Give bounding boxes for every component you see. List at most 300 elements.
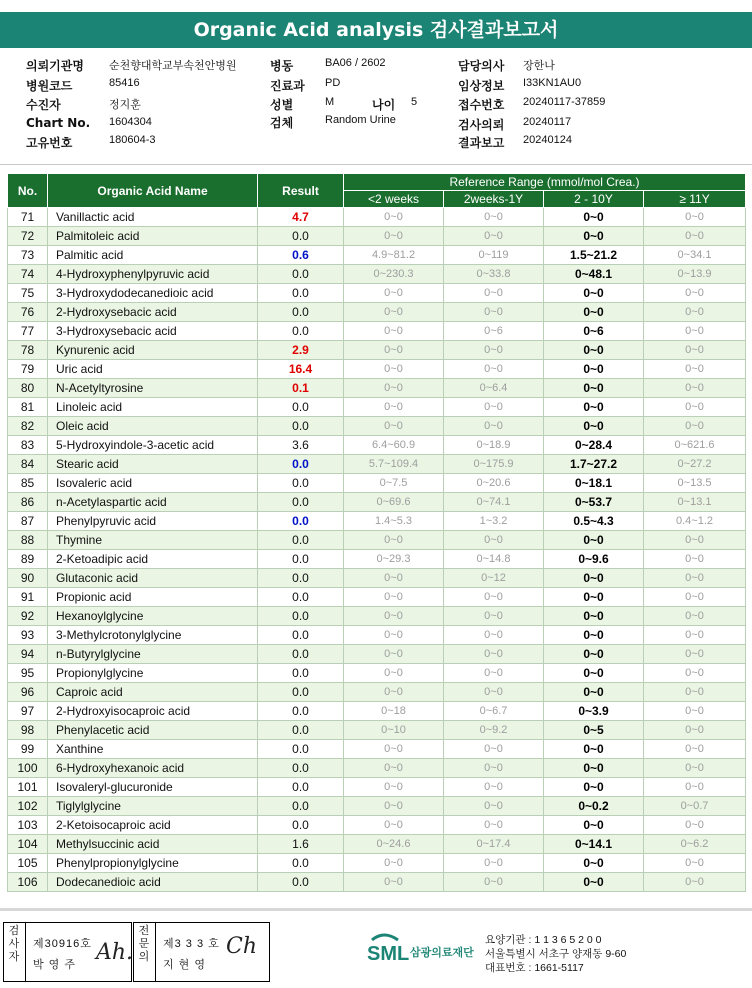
row-range-lt2w: 0~0 <box>344 797 444 816</box>
row-range-2w1y: 0~0 <box>444 645 544 664</box>
row-range-lt2w: 0~0 <box>344 227 444 246</box>
row-range-ge11y: 0~0 <box>644 208 746 227</box>
table-row <box>8 816 746 835</box>
table-row <box>8 398 746 417</box>
table-row <box>8 588 746 607</box>
header-result: Result <box>258 174 344 208</box>
row-range-2-10y: 0~0 <box>544 417 644 436</box>
row-range-2-10y: 0~0 <box>544 227 644 246</box>
row-range-ge11y: 0~0 <box>644 854 746 873</box>
row-no: 101 <box>8 778 48 797</box>
table-row <box>8 854 746 873</box>
label-ward: 병동 <box>270 59 294 73</box>
row-range-ge11y: 0~0 <box>644 588 746 607</box>
label-request-date: 검사의뢰 <box>458 118 505 132</box>
row-range-lt2w: 0~69.6 <box>344 493 444 512</box>
row-range-2w1y: 0~20.6 <box>444 474 544 493</box>
row-range-2-10y: 0~3.9 <box>544 702 644 721</box>
row-acid-name: Propionylglycine <box>48 664 258 683</box>
row-result: 0.0 <box>258 854 344 873</box>
signer1-license: 제30916호 <box>33 938 92 950</box>
results-table <box>7 173 746 892</box>
row-range-2-10y: 0~14.1 <box>544 835 644 854</box>
row-range-lt2w: 0~0 <box>344 341 444 360</box>
row-range-lt2w: 0~10 <box>344 721 444 740</box>
row-range-2-10y: 0.5~4.3 <box>544 512 644 531</box>
value-request-date: 20240117 <box>523 116 572 128</box>
table-row <box>8 341 746 360</box>
row-range-2w1y: 0~0 <box>444 664 544 683</box>
value-hospital-code: 85416 <box>109 77 140 89</box>
row-range-2w1y: 0~0 <box>444 778 544 797</box>
table-row <box>8 360 746 379</box>
info-divider <box>0 164 752 165</box>
table-row <box>8 645 746 664</box>
row-acid-name: Stearic acid <box>48 455 258 474</box>
svg-text:SML: SML <box>367 943 410 965</box>
row-range-2w1y: 0~12 <box>444 569 544 588</box>
row-result: 0.0 <box>258 607 344 626</box>
header-range-2-10y: 2 - 10Y <box>544 191 644 208</box>
row-result: 0.0 <box>258 740 344 759</box>
signer2-license: 제3 3 3 호 <box>163 938 220 950</box>
row-range-ge11y: 0~0 <box>644 778 746 797</box>
value-age: 5 <box>411 96 418 108</box>
row-range-2w1y: 0~0 <box>444 626 544 645</box>
row-range-ge11y: 0~0 <box>644 284 746 303</box>
row-acid-name: n-Butyrylglycine <box>48 645 258 664</box>
row-no: 89 <box>8 550 48 569</box>
table-row <box>8 512 746 531</box>
row-range-2w1y: 0~0 <box>444 607 544 626</box>
row-range-2-10y: 0~53.7 <box>544 493 644 512</box>
row-range-lt2w: 0~0 <box>344 778 444 797</box>
table-row <box>8 683 746 702</box>
row-no: 88 <box>8 531 48 550</box>
table-row <box>8 455 746 474</box>
row-result: 0.0 <box>258 474 344 493</box>
row-range-2-10y: 0~0 <box>544 873 644 892</box>
table-row <box>8 550 746 569</box>
row-range-2w1y: 0~0 <box>444 759 544 778</box>
row-range-2-10y: 0~0 <box>544 759 644 778</box>
row-no: 74 <box>8 265 48 284</box>
row-no: 84 <box>8 455 48 474</box>
table-row <box>8 721 746 740</box>
row-range-ge11y: 0~0 <box>644 759 746 778</box>
row-range-lt2w: 0~0 <box>344 379 444 398</box>
row-result: 1.6 <box>258 835 344 854</box>
phone: 대표번호 : 1661-5117 <box>485 962 584 974</box>
row-range-2-10y: 0~0 <box>544 341 644 360</box>
row-range-ge11y: 0~0 <box>644 816 746 835</box>
row-range-2w1y: 0~0 <box>444 683 544 702</box>
row-range-2-10y: 1.5~21.2 <box>544 246 644 265</box>
row-range-ge11y: 0~0 <box>644 721 746 740</box>
row-result: 0.0 <box>258 759 344 778</box>
table-row <box>8 664 746 683</box>
table-row <box>8 246 746 265</box>
row-acid-name: n-Acetylaspartic acid <box>48 493 258 512</box>
row-range-ge11y: 0~621.6 <box>644 436 746 455</box>
row-range-2w1y: 0~0 <box>444 588 544 607</box>
row-no: 100 <box>8 759 48 778</box>
row-range-2w1y: 0~0 <box>444 740 544 759</box>
row-range-ge11y: 0~0 <box>644 873 746 892</box>
row-range-2-10y: 0~0 <box>544 398 644 417</box>
row-range-ge11y: 0~0 <box>644 417 746 436</box>
row-range-lt2w: 0~0 <box>344 664 444 683</box>
row-range-2w1y: 0~14.8 <box>444 550 544 569</box>
table-row <box>8 474 746 493</box>
value-ward: BA06 / 2602 <box>325 57 386 69</box>
header-name: Organic Acid Name <box>48 174 258 208</box>
row-range-2-10y: 0~0 <box>544 208 644 227</box>
row-acid-name: 2-Hydroxyisocaproic acid <box>48 702 258 721</box>
row-range-2w1y: 0~6.4 <box>444 379 544 398</box>
row-no: 85 <box>8 474 48 493</box>
row-range-2-10y: 0~0 <box>544 816 644 835</box>
table-row <box>8 284 746 303</box>
row-result: 0.0 <box>258 227 344 246</box>
table-row <box>8 322 746 341</box>
row-no: 77 <box>8 322 48 341</box>
row-range-2-10y: 0~0 <box>544 569 644 588</box>
row-acid-name: 3-Hydroxysebacic acid <box>48 322 258 341</box>
row-result: 0.1 <box>258 379 344 398</box>
label-referring-org: 의뢰기관명 <box>26 59 84 73</box>
row-result: 0.0 <box>258 493 344 512</box>
row-range-2-10y: 0~28.4 <box>544 436 644 455</box>
row-range-2-10y: 0~0 <box>544 588 644 607</box>
table-row <box>8 607 746 626</box>
row-range-ge11y: 0~34.1 <box>644 246 746 265</box>
row-range-2-10y: 0~6 <box>544 322 644 341</box>
row-range-lt2w: 0~0 <box>344 607 444 626</box>
row-acid-name: Propionic acid <box>48 588 258 607</box>
row-result: 0.0 <box>258 721 344 740</box>
row-range-ge11y: 0~0 <box>644 341 746 360</box>
row-result: 0.0 <box>258 322 344 341</box>
row-acid-name: Linoleic acid <box>48 398 258 417</box>
table-row <box>8 626 746 645</box>
row-result: 16.4 <box>258 360 344 379</box>
row-acid-name: 2-Hydroxysebacic acid <box>48 303 258 322</box>
row-range-lt2w: 0~0 <box>344 284 444 303</box>
label-report-date: 결과보고 <box>458 136 505 150</box>
row-range-2w1y: 0~0 <box>444 873 544 892</box>
row-range-lt2w: 0~0 <box>344 816 444 835</box>
row-range-2w1y: 0~17.4 <box>444 835 544 854</box>
row-acid-name: 2-Ketoadipic acid <box>48 550 258 569</box>
row-range-2w1y: 0~18.9 <box>444 436 544 455</box>
row-range-lt2w: 0~7.5 <box>344 474 444 493</box>
row-range-ge11y: 0~0 <box>644 702 746 721</box>
row-acid-name: Tiglylglycine <box>48 797 258 816</box>
row-acid-name: Isovaleric acid <box>48 474 258 493</box>
row-range-ge11y: 0~13.5 <box>644 474 746 493</box>
row-acid-name: Phenylpropionylglycine <box>48 854 258 873</box>
row-range-ge11y: 0~0 <box>644 360 746 379</box>
row-acid-name: 4-Hydroxyphenylpyruvic acid <box>48 265 258 284</box>
header-range-2w1y: 2weeks-1Y <box>444 191 544 208</box>
row-result: 3.6 <box>258 436 344 455</box>
row-range-lt2w: 0~0 <box>344 626 444 645</box>
row-range-2w1y: 0~0 <box>444 303 544 322</box>
row-range-lt2w: 0~24.6 <box>344 835 444 854</box>
row-range-2w1y: 0~0 <box>444 208 544 227</box>
row-result: 0.0 <box>258 303 344 322</box>
row-no: 99 <box>8 740 48 759</box>
row-result: 0.0 <box>258 455 344 474</box>
table-row <box>8 740 746 759</box>
row-range-2w1y: 0~0 <box>444 341 544 360</box>
row-no: 91 <box>8 588 48 607</box>
row-range-2-10y: 1.7~27.2 <box>544 455 644 474</box>
row-result: 0.0 <box>258 664 344 683</box>
row-acid-name: 6-Hydroxyhexanoic acid <box>48 759 258 778</box>
row-range-2-10y: 0~9.6 <box>544 550 644 569</box>
row-result: 0.0 <box>258 398 344 417</box>
row-no: 95 <box>8 664 48 683</box>
row-range-2w1y: 0~0 <box>444 854 544 873</box>
footer-divider <box>0 908 752 911</box>
row-range-lt2w: 0~0 <box>344 417 444 436</box>
row-range-lt2w: 0~29.3 <box>344 550 444 569</box>
row-no: 81 <box>8 398 48 417</box>
row-range-lt2w: 0~0 <box>344 208 444 227</box>
table-row <box>8 493 746 512</box>
row-no: 104 <box>8 835 48 854</box>
table-row <box>8 265 746 284</box>
row-range-lt2w: 0~0 <box>344 322 444 341</box>
row-acid-name: Hexanoylglycine <box>48 607 258 626</box>
row-result: 0.0 <box>258 816 344 835</box>
row-range-lt2w: 0~0 <box>344 854 444 873</box>
row-result: 0.0 <box>258 873 344 892</box>
row-result: 0.0 <box>258 265 344 284</box>
row-range-lt2w: 0~0 <box>344 740 444 759</box>
signer1-signature: Ah. <box>96 940 134 965</box>
row-range-lt2w: 1.4~5.3 <box>344 512 444 531</box>
address: 서울특별시 서초구 양재동 9-60 <box>485 948 627 960</box>
row-range-lt2w: 0~0 <box>344 588 444 607</box>
row-range-2-10y: 0~0 <box>544 683 644 702</box>
row-range-2w1y: 0~119 <box>444 246 544 265</box>
row-range-2-10y: 0~0 <box>544 626 644 645</box>
row-range-2-10y: 0~0 <box>544 778 644 797</box>
label-department: 진료과 <box>270 79 305 93</box>
row-range-2w1y: 0~175.9 <box>444 455 544 474</box>
value-receipt-no: 20240117-37859 <box>523 96 606 108</box>
row-no: 78 <box>8 341 48 360</box>
label-clinical-info: 임상정보 <box>458 79 505 93</box>
row-no: 90 <box>8 569 48 588</box>
value-specimen: Random Urine <box>325 114 396 126</box>
row-range-2w1y: 0~74.1 <box>444 493 544 512</box>
table-row <box>8 873 746 892</box>
row-range-2-10y: 0~0 <box>544 607 644 626</box>
table-row <box>8 227 746 246</box>
signer1-name: 박 영 주 <box>33 959 76 971</box>
value-unique-no: 180604-3 <box>109 134 156 146</box>
row-range-ge11y: 0~6.2 <box>644 835 746 854</box>
row-range-2w1y: 0~0 <box>444 531 544 550</box>
report-title: Organic Acid analysis 검사결과보고서 <box>0 12 752 48</box>
row-result: 0.0 <box>258 645 344 664</box>
row-range-ge11y: 0.4~1.2 <box>644 512 746 531</box>
table-row <box>8 778 746 797</box>
row-acid-name: 3-Hydroxydodecanedioic acid <box>48 284 258 303</box>
row-no: 103 <box>8 816 48 835</box>
row-no: 82 <box>8 417 48 436</box>
row-acid-name: N-Acetyltyrosine <box>48 379 258 398</box>
row-range-2w1y: 0~6 <box>444 322 544 341</box>
table-row <box>8 531 746 550</box>
row-acid-name: Caproic acid <box>48 683 258 702</box>
row-range-lt2w: 0~0 <box>344 759 444 778</box>
row-range-lt2w: 0~0 <box>344 683 444 702</box>
svg-text:삼광의료재단: 삼광의료재단 <box>410 946 474 959</box>
row-no: 83 <box>8 436 48 455</box>
row-range-ge11y: 0~0 <box>644 322 746 341</box>
row-no: 76 <box>8 303 48 322</box>
signer2-divider <box>155 923 156 981</box>
value-chart-no: 1604304 <box>109 116 152 128</box>
row-range-2w1y: 0~0 <box>444 398 544 417</box>
row-no: 96 <box>8 683 48 702</box>
sml-logo <box>366 932 478 970</box>
row-range-2w1y: 0~0 <box>444 797 544 816</box>
value-referring-org: 순천향대학교부속천안병원 <box>109 60 237 72</box>
row-range-2w1y: 0~0 <box>444 227 544 246</box>
row-range-2w1y: 0~33.8 <box>444 265 544 284</box>
row-result: 0.0 <box>258 569 344 588</box>
row-range-2-10y: 0~0 <box>544 645 644 664</box>
row-result: 0.0 <box>258 683 344 702</box>
row-result: 0.0 <box>258 512 344 531</box>
row-result: 0.0 <box>258 702 344 721</box>
row-range-lt2w: 0~0 <box>344 360 444 379</box>
row-range-ge11y: 0~0 <box>644 683 746 702</box>
header-no: No. <box>8 174 48 208</box>
row-acid-name: Phenylacetic acid <box>48 721 258 740</box>
row-result: 0.0 <box>258 550 344 569</box>
table-row <box>8 797 746 816</box>
row-range-2-10y: 0~0 <box>544 303 644 322</box>
row-range-ge11y: 0~0 <box>644 398 746 417</box>
table-row <box>8 417 746 436</box>
row-no: 72 <box>8 227 48 246</box>
row-no: 98 <box>8 721 48 740</box>
signer2-signature: Ch <box>226 934 258 959</box>
row-no: 94 <box>8 645 48 664</box>
row-no: 87 <box>8 512 48 531</box>
label-sex: 성별 <box>270 98 294 112</box>
row-acid-name: Xanthine <box>48 740 258 759</box>
row-result: 0.0 <box>258 797 344 816</box>
row-range-2-10y: 0~0 <box>544 854 644 873</box>
row-range-2-10y: 0~0 <box>544 360 644 379</box>
signer2-name: 지 현 영 <box>163 959 206 971</box>
table-row <box>8 379 746 398</box>
header-range-lt2w: <2 weeks <box>344 191 444 208</box>
label-age: 나이 <box>372 98 396 112</box>
label-doctor: 담당의사 <box>458 59 505 73</box>
row-range-ge11y: 0~13.1 <box>644 493 746 512</box>
row-range-2w1y: 0~0 <box>444 360 544 379</box>
row-range-lt2w: 4.9~81.2 <box>344 246 444 265</box>
row-range-2-10y: 0~48.1 <box>544 265 644 284</box>
row-range-2-10y: 0~0.2 <box>544 797 644 816</box>
signer1-divider <box>25 923 26 981</box>
row-no: 93 <box>8 626 48 645</box>
row-range-ge11y: 0~0.7 <box>644 797 746 816</box>
row-result: 0.0 <box>258 626 344 645</box>
signer2-role: 전 문 의 <box>138 924 150 963</box>
row-result: 4.7 <box>258 208 344 227</box>
value-sex: M <box>325 96 335 108</box>
patient-info <box>0 52 752 152</box>
row-no: 75 <box>8 284 48 303</box>
row-result: 0.6 <box>258 246 344 265</box>
header-range-ge11y: ≥ 11Y <box>644 191 746 208</box>
row-acid-name: Palmitoleic acid <box>48 227 258 246</box>
row-range-ge11y: 0~0 <box>644 626 746 645</box>
row-acid-name: Palmitic acid <box>48 246 258 265</box>
value-doctor: 장한나 <box>523 60 555 72</box>
row-range-2w1y: 0~0 <box>444 816 544 835</box>
header-reference: Reference Range (mmol/mol Crea.) <box>344 174 746 191</box>
row-result: 2.9 <box>258 341 344 360</box>
row-range-ge11y: 0~27.2 <box>644 455 746 474</box>
label-receipt-no: 접수번호 <box>458 98 505 112</box>
label-unique-no: 고유번호 <box>26 136 73 150</box>
row-no: 80 <box>8 379 48 398</box>
row-range-lt2w: 0~18 <box>344 702 444 721</box>
row-range-2w1y: 0~0 <box>444 284 544 303</box>
row-result: 0.0 <box>258 778 344 797</box>
row-range-ge11y: 0~0 <box>644 303 746 322</box>
row-result: 0.0 <box>258 588 344 607</box>
row-range-lt2w: 6.4~60.9 <box>344 436 444 455</box>
row-range-lt2w: 0~0 <box>344 569 444 588</box>
row-range-2-10y: 0~0 <box>544 740 644 759</box>
row-result: 0.0 <box>258 417 344 436</box>
row-acid-name: Thymine <box>48 531 258 550</box>
row-acid-name: Glutaconic acid <box>48 569 258 588</box>
row-range-2-10y: 0~18.1 <box>544 474 644 493</box>
row-range-ge11y: 0~0 <box>644 531 746 550</box>
row-no: 102 <box>8 797 48 816</box>
row-no: 105 <box>8 854 48 873</box>
row-no: 97 <box>8 702 48 721</box>
row-no: 106 <box>8 873 48 892</box>
row-acid-name: Dodecanedioic acid <box>48 873 258 892</box>
row-no: 73 <box>8 246 48 265</box>
row-range-lt2w: 0~230.3 <box>344 265 444 284</box>
row-acid-name: Uric acid <box>48 360 258 379</box>
row-range-ge11y: 0~0 <box>644 569 746 588</box>
row-acid-name: Kynurenic acid <box>48 341 258 360</box>
row-result: 0.0 <box>258 531 344 550</box>
row-acid-name: Vanillactic acid <box>48 208 258 227</box>
label-specimen: 검체 <box>270 116 294 130</box>
sml-logo-icon <box>366 932 478 966</box>
row-result: 0.0 <box>258 284 344 303</box>
row-range-2w1y: 1~3.2 <box>444 512 544 531</box>
row-no: 92 <box>8 607 48 626</box>
